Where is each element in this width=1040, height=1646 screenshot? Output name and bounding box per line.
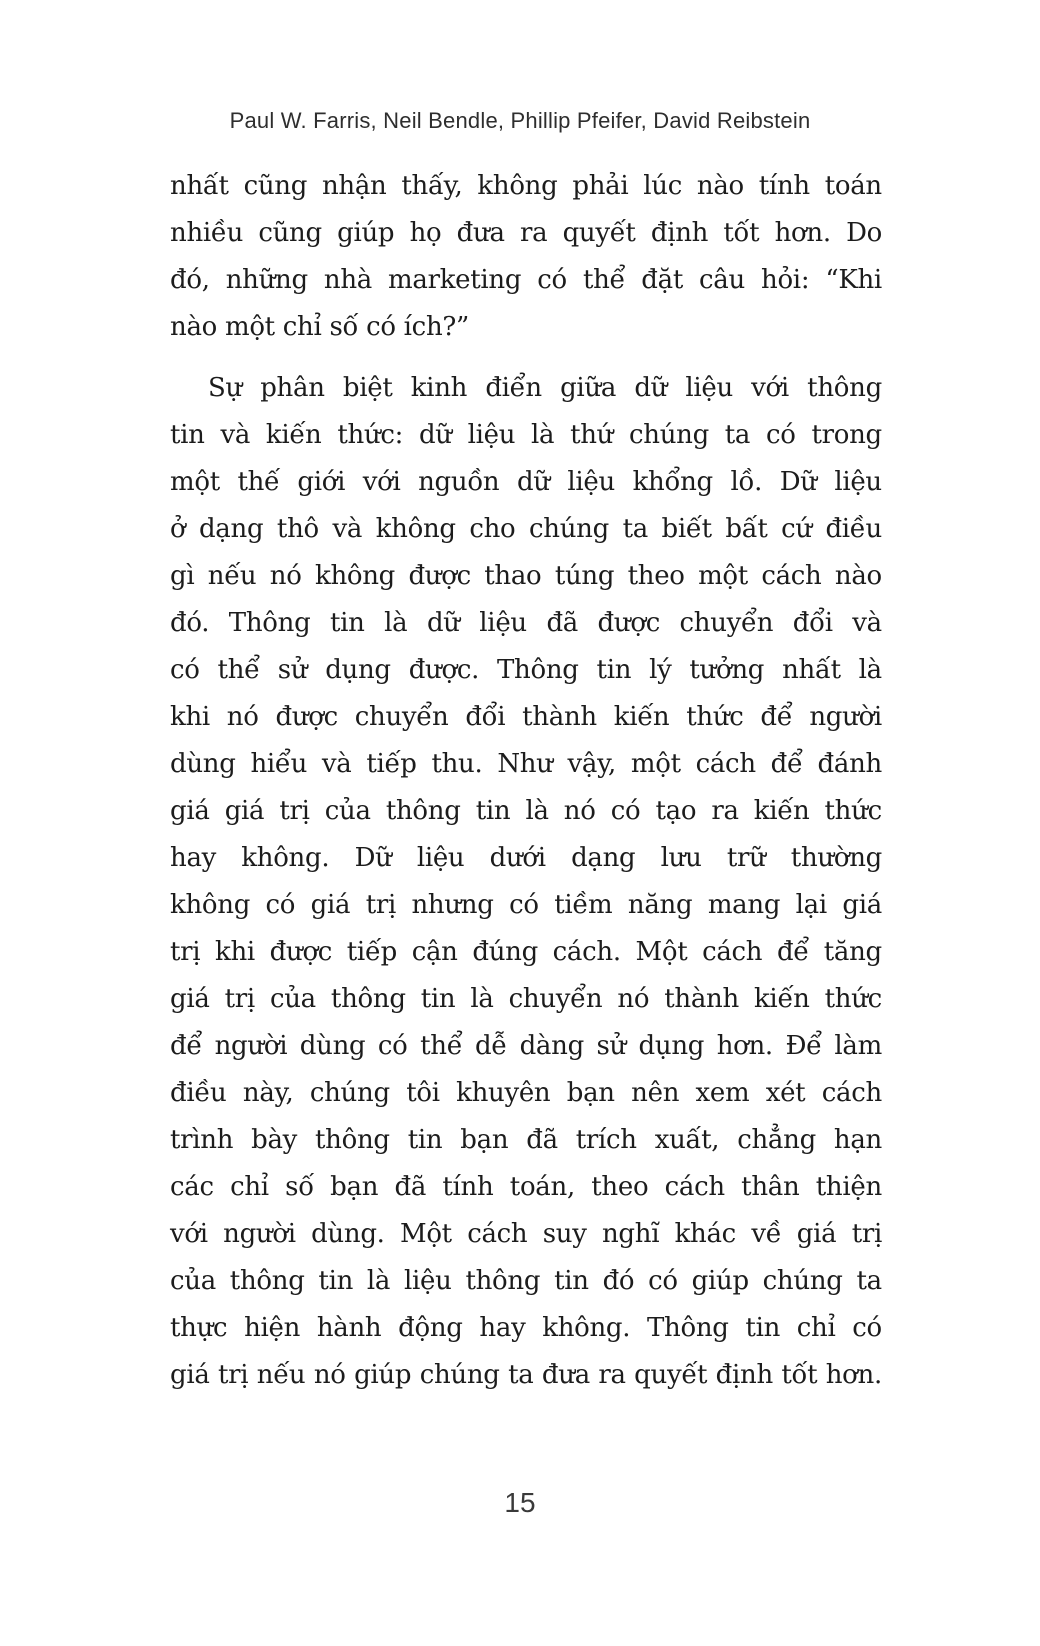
text-line: thực hiện hành động hay không. Thông tin chỉ có <box>170 1313 882 1343</box>
paragraph <box>170 365 882 1399</box>
paragraph <box>170 163 882 351</box>
running-header-authors: Paul W. Farris, Neil Bendle, Phillip Pfeifer, David Reibstein <box>229 108 811 133</box>
text-line: một thế giới với nguồn dữ liệu khổng lồ. Dữ liệu <box>170 467 882 497</box>
text-line: với người dùng. Một cách suy nghĩ khác về giá trị <box>170 1219 882 1249</box>
text-line: trình bày thông tin bạn đã trích xuất, chẳng hạn <box>170 1125 882 1155</box>
text-line: ở dạng thô và không cho chúng ta biết bất cứ điều <box>170 514 882 544</box>
text-line: nào một chỉ số có ích?” <box>170 312 470 342</box>
text-line: của thông tin là liệu thông tin đó có giúp chúng ta <box>170 1266 882 1296</box>
text-line: nhiều cũng giúp họ đưa ra quyết định tốt hơn. Do <box>170 218 882 248</box>
text-line: đó, những nhà marketing có thể đặt câu hỏi: “Khi <box>170 265 882 295</box>
body-text <box>170 163 882 1399</box>
text-line: khi nó được chuyển đổi thành kiến thức để người <box>170 702 882 732</box>
text-line: đó. Thông tin là dữ liệu đã được chuyển đổi và <box>170 608 882 638</box>
text-line: trị khi được tiếp cận đúng cách. Một cách để tăng <box>170 937 882 967</box>
text-line: hay không. Dữ liệu dưới dạng lưu trữ thường <box>170 843 882 873</box>
text-line: để người dùng có thể dễ dàng sử dụng hơn. Để làm <box>170 1031 882 1061</box>
text-line: giá trị của thông tin là chuyển nó thành kiến thức <box>170 984 882 1014</box>
text-line: Sự phân biệt kinh điển giữa dữ liệu với thông <box>208 373 882 403</box>
text-line: tin và kiến thức: dữ liệu là thứ chúng ta có trong <box>170 420 882 450</box>
page-number: 15 <box>504 1487 536 1518</box>
text-line: giá giá trị của thông tin là nó có tạo ra kiến thức <box>170 796 882 826</box>
text-line: dùng hiểu và tiếp thu. Như vậy, một cách để đánh <box>170 749 882 779</box>
text-line: các chỉ số bạn đã tính toán, theo cách thân thiện <box>170 1172 882 1202</box>
text-line: nhất cũng nhận thấy, không phải lúc nào tính toán <box>170 171 882 201</box>
text-line: điều này, chúng tôi khuyên bạn nên xem xét cách <box>170 1078 882 1108</box>
text-line: có thể sử dụng được. Thông tin lý tưởng nhất là <box>170 655 882 685</box>
text-line: gì nếu nó không được thao túng theo một cách nào <box>170 561 882 591</box>
text-line: giá trị nếu nó giúp chúng ta đưa ra quyết định tốt hơn. <box>170 1360 882 1390</box>
text-line: không có giá trị nhưng có tiềm năng mang lại giá <box>170 890 882 920</box>
